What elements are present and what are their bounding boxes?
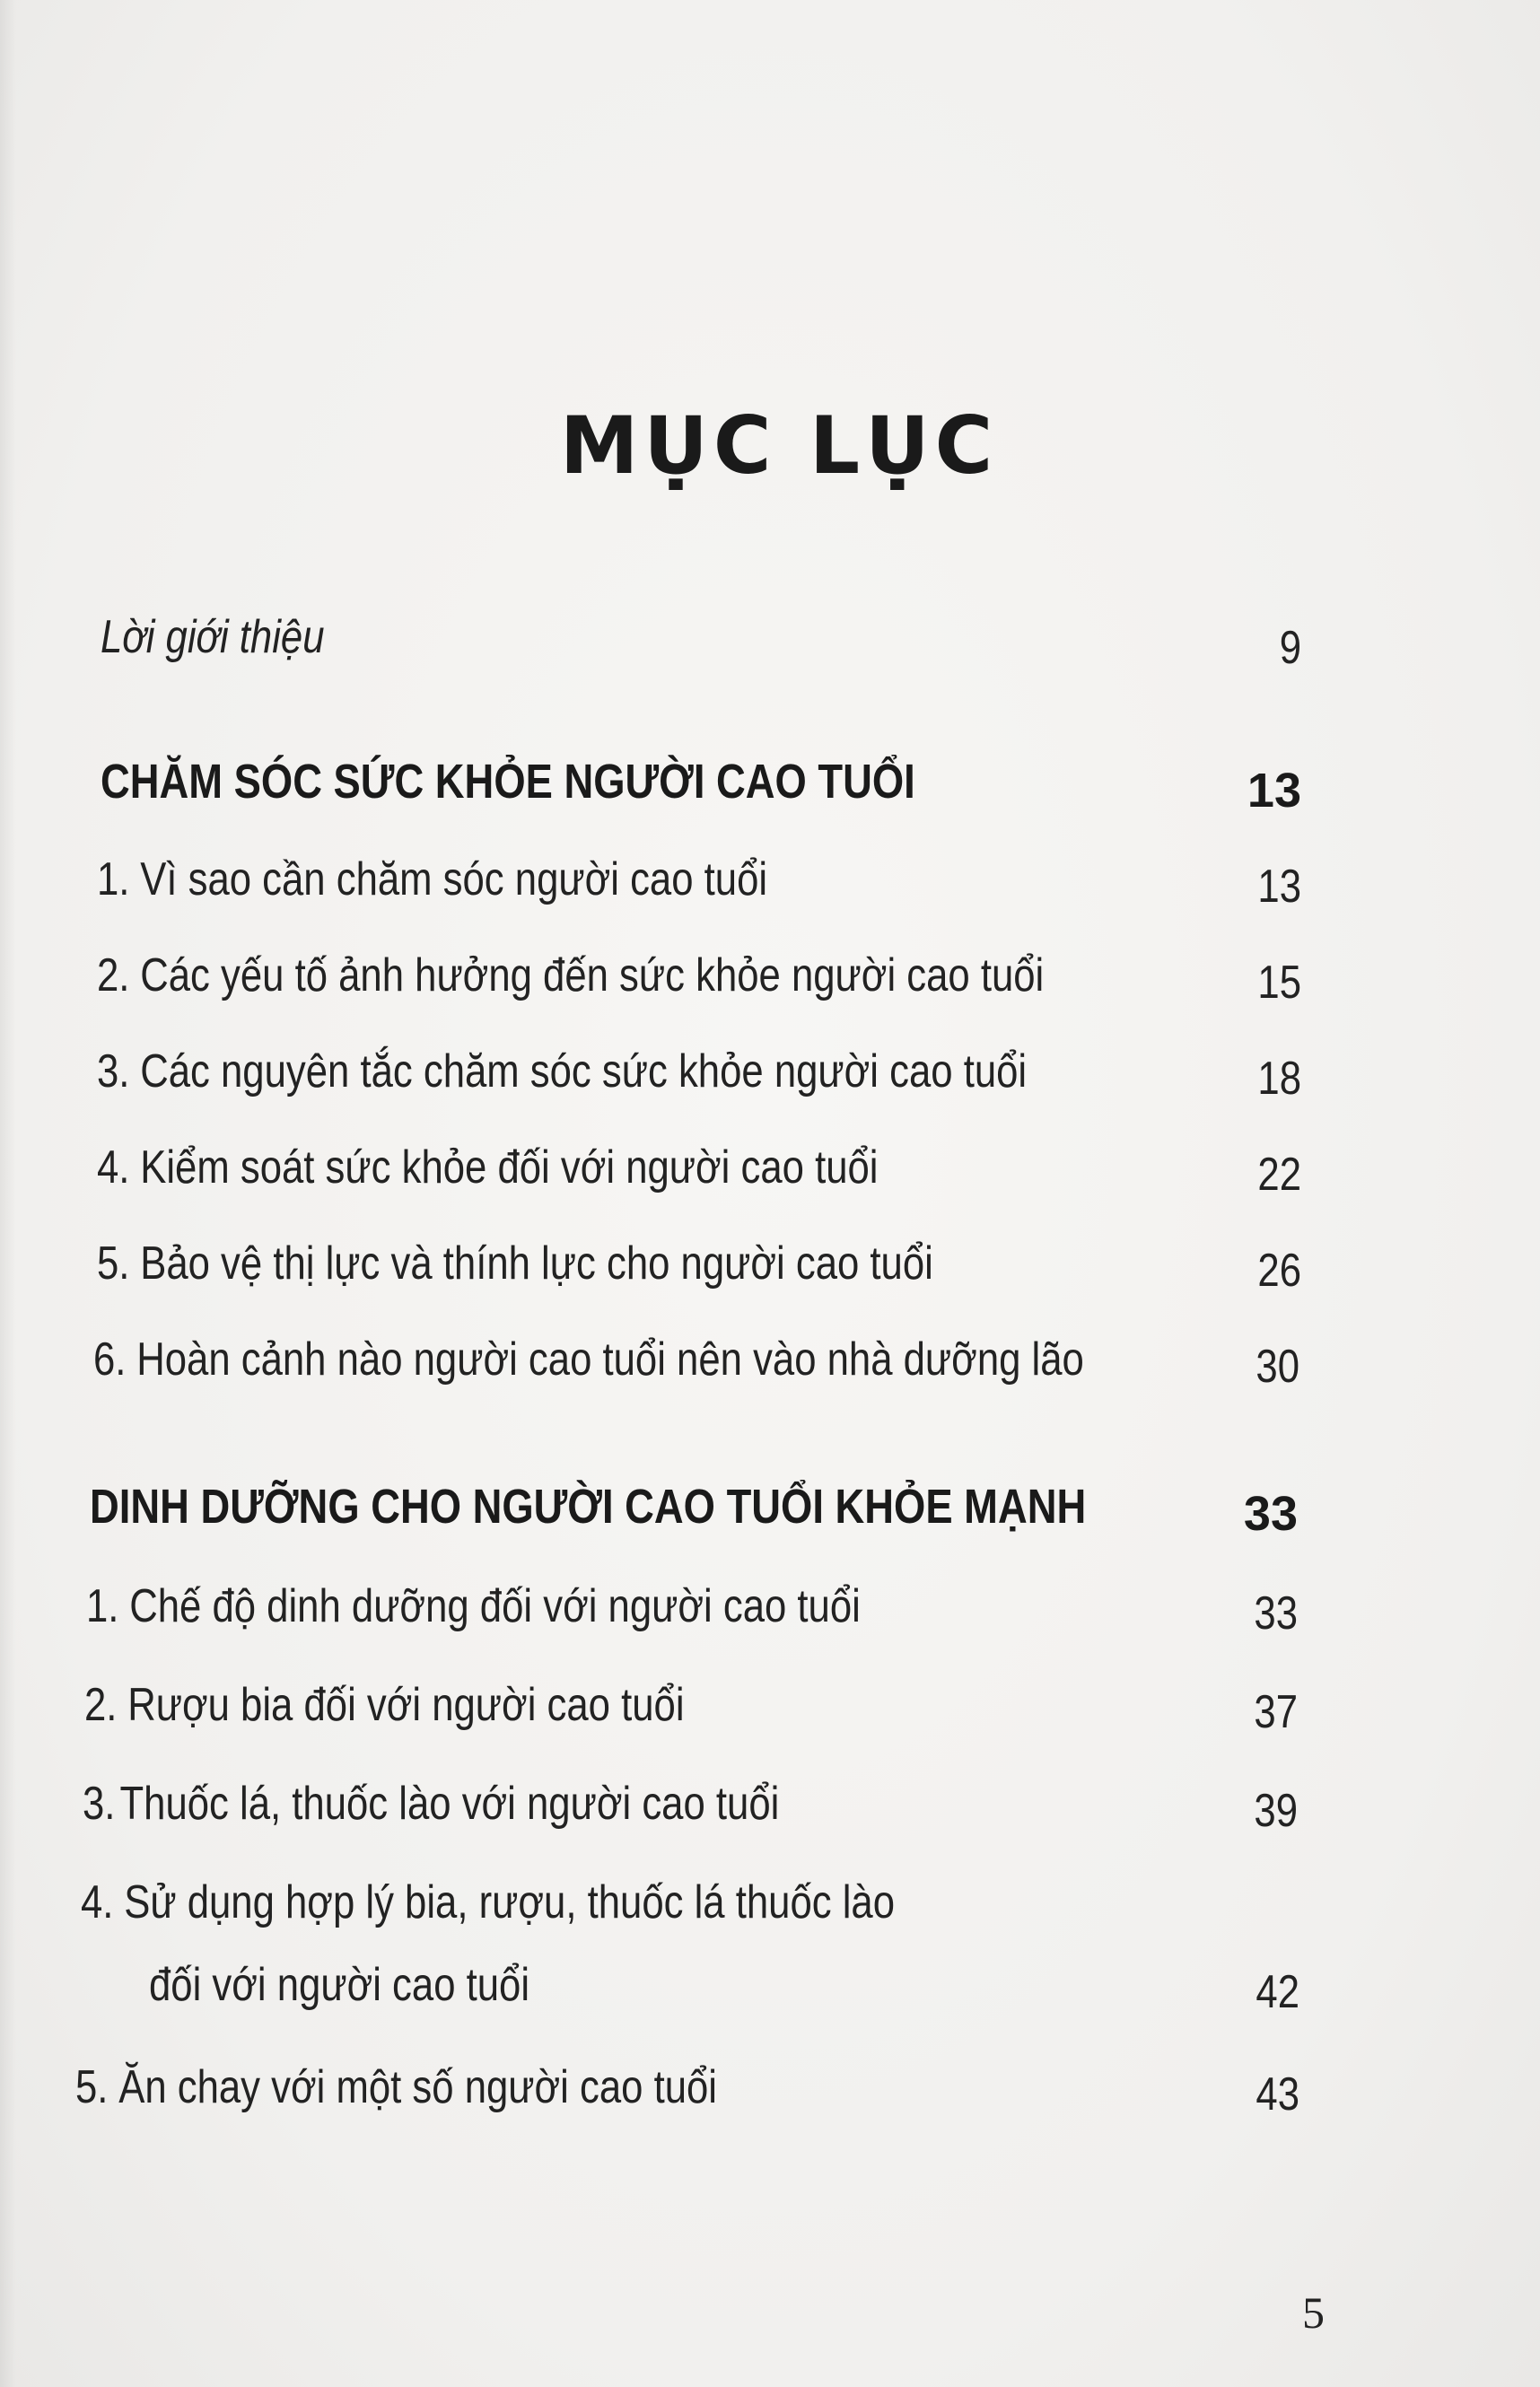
toc-item	[97, 852, 895, 906]
item-number: 3.	[83, 1778, 116, 1830]
item-label: Bảo vệ thị lực và thính lực cho người cao tuổi	[140, 1237, 933, 1290]
toc-intro-row	[101, 610, 367, 664]
item-number: 1.	[97, 853, 130, 905]
item-label: Sử dụng hợp lý bia, rượu, thuốc lá thuốc lào	[124, 1876, 896, 1928]
item-number: 1.	[86, 1580, 119, 1632]
section-1-page: 13	[1247, 764, 1301, 818]
toc-item	[84, 1678, 799, 1732]
item-page: 37	[1254, 1686, 1298, 1738]
item-label: Vì sao cần chăm sóc người cao tuổi	[140, 853, 768, 905]
item-page: 39	[1254, 1785, 1298, 1837]
toc-item	[97, 1141, 1027, 1194]
item-number: 4.	[81, 1876, 114, 1928]
item-label-line2: đối với người cao tuổi	[149, 1959, 530, 2011]
item-number: 2.	[84, 1679, 118, 1731]
item-number: 6.	[93, 1333, 127, 1386]
page-number: 5	[1302, 2287, 1325, 2338]
item-label: Các yếu tố ảnh hưởng đến sức khỏe người cao tuổi	[140, 949, 1045, 1001]
toc-item	[97, 1045, 1203, 1098]
toc-title: MỤC LỤC	[559, 399, 999, 492]
item-page: 13	[1257, 861, 1301, 913]
toc-item	[83, 1777, 912, 1831]
item-page: 30	[1256, 1341, 1299, 1393]
toc-item	[97, 949, 1224, 1002]
section-2-page: 33	[1243, 1487, 1298, 1541]
toc-item	[81, 1876, 1050, 1929]
toc-item	[93, 1333, 1273, 1386]
item-page: 43	[1256, 2068, 1299, 2120]
item-page: 15	[1257, 957, 1301, 1009]
toc-item	[97, 1237, 1092, 1290]
item-label: Thuốc lá, thuốc lào với người cao tuổi	[119, 1778, 780, 1830]
item-label: Rượu bia đối với người cao tuổi	[127, 1679, 685, 1731]
item-page: 42	[1256, 1966, 1299, 2018]
section-1-title: CHĂM SÓC SỨC KHỎE NGƯỜI CAO TUỔI	[101, 755, 915, 809]
toc-item	[86, 1579, 1008, 1633]
item-number: 5.	[97, 1237, 130, 1290]
toc-intro-page: 9	[1279, 622, 1301, 674]
item-number: 5.	[75, 2061, 109, 2113]
item-page: 18	[1257, 1053, 1301, 1105]
item-label: Chế độ dinh dưỡng đối với người cao tuổi	[129, 1580, 861, 1632]
item-label: Hoàn cảnh nào người cao tuổi nên vào nhà dưỡng lão	[136, 1333, 1084, 1386]
item-page: 33	[1254, 1587, 1298, 1639]
item-label: Các nguyên tắc chăm sóc sức khỏe người cao tuổi	[140, 1045, 1028, 1097]
item-page: 22	[1257, 1149, 1301, 1201]
section-2-title: DINH DƯỠNG CHO NGƯỜI CAO TUỔI KHỎE MẠNH	[90, 1480, 1087, 1534]
item-label: Ăn chay với một số người cao tuổi	[118, 2061, 717, 2113]
toc-item	[75, 2060, 839, 2114]
toc-item-continuation	[149, 1958, 602, 2012]
item-page: 26	[1257, 1245, 1301, 1297]
item-number: 3.	[97, 1045, 130, 1097]
page-gutter-shadow	[0, 0, 16, 2387]
toc-intro-label: Lời giới thiệu	[101, 611, 325, 663]
item-number: 4.	[97, 1141, 130, 1194]
item-number: 2.	[97, 949, 130, 1001]
item-label: Kiểm soát sức khỏe đối với người cao tuổi	[140, 1141, 879, 1194]
